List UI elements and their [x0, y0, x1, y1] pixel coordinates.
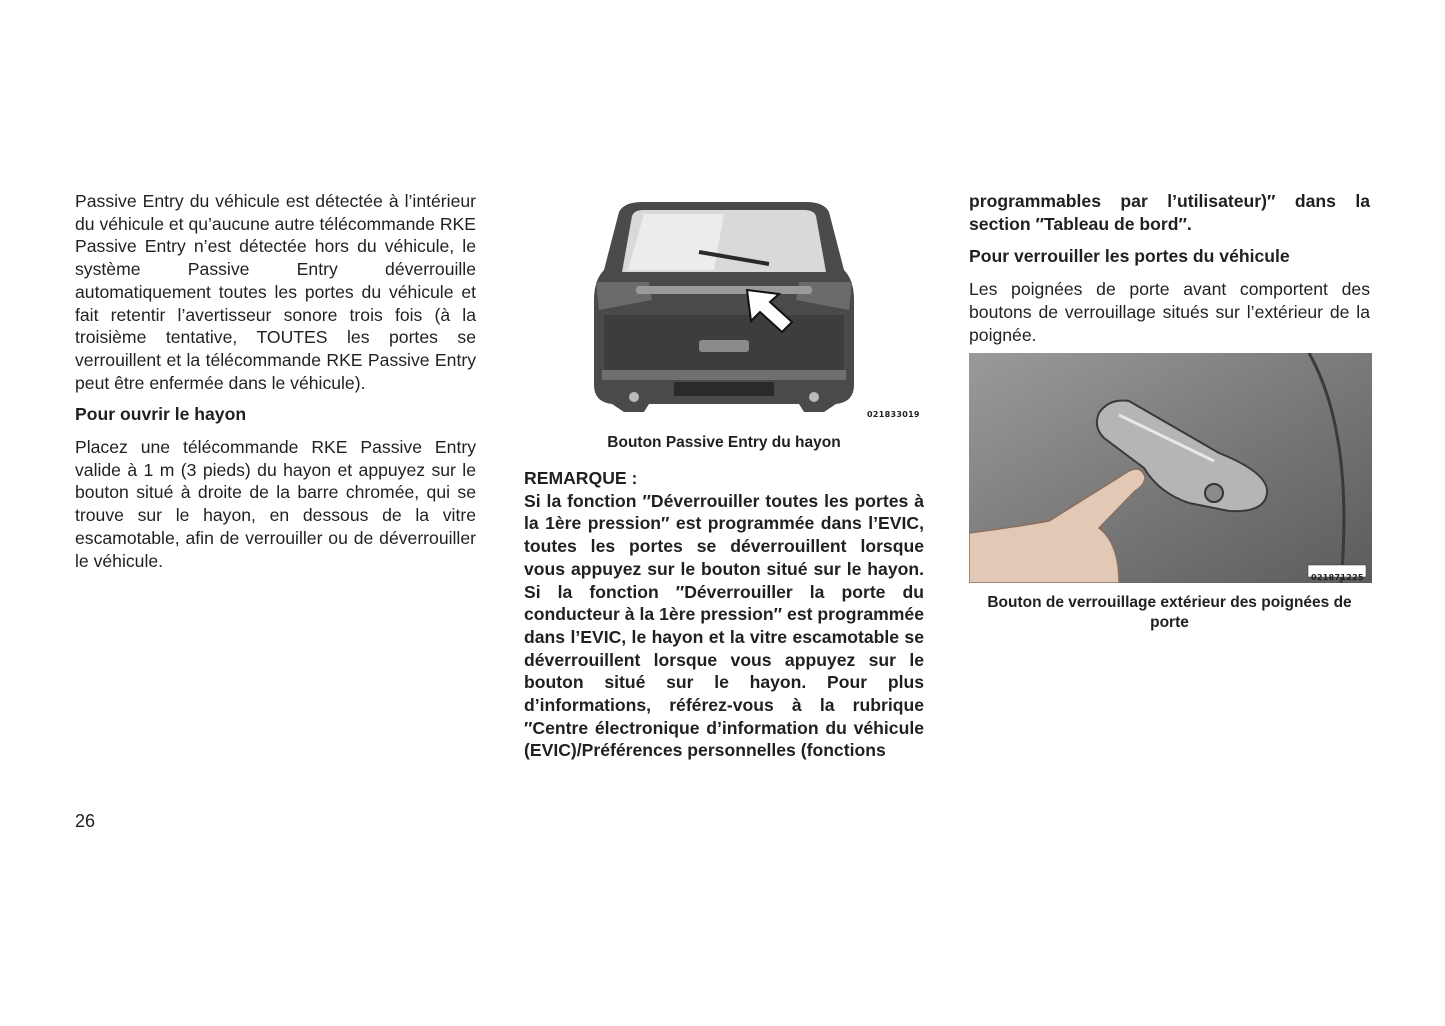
liftgate-figure-code: 021833019	[867, 410, 920, 419]
left-column	[75, 190, 476, 572]
liftgate-figure-caption: Bouton Passive Entry du hayon	[607, 434, 841, 451]
lock-doors-paragraph: Les poignées de porte avant comportent des boutons de verrouillage situés sur l’extérieur de la poignée.	[969, 279, 1370, 345]
note-text: Si la fonction ″Déverrouiller toutes les portes à la 1ère pression″ est programmée dans l’EVIC, toutes les portes se déverrouillent lorsque vous appuyez sur le bouton situé sur le hayon. Si la fonction ″Déverrouiller la porte du conducteur à la 1ère pression″ est programmée dans l’EVIC, le hayon et la vitre escamotable se déverrouillent lorsque vous appuyez sur le bouton situé sur le hayon. Pour plus d’informations, référez-vous à la rubrique ″Centre électronique d’information du véhicule (EVIC)/Préférences personnelles (fonctions	[524, 490, 924, 761]
note-label: REMARQUE :	[524, 468, 638, 488]
open-hatch-paragraph: Placez une télécommande RKE Passive Entry valide à 1 m (3 pieds) du hayon et appuyez sur le bouton situé à droite de la barre chromée, qui se trouve sur le hayon, en dessous de la vitre escamotable, afin de verrouiller ou de déverrouiller le véhicule.	[75, 437, 476, 571]
door-handle-figure-caption: Bouton de verrouillage extérieur des poignées de porte	[987, 594, 1352, 632]
intro-paragraph: Passive Entry du véhicule est détectée à l’intérieur du véhicule et qu’aucune autre télécommande RKE Passive Entry n’est détectée hors du véhicule, le système Passive Entry déverrouille automatiquement toutes les portes du véhicule et fait retentir l’avertisseur sonore trois fois (à la troisième tentative, TOUTES les portes se verrouillent et la télécommande RKE Passive Entry peut être enfermée dans le véhicule).	[75, 191, 476, 393]
heading-open-hatch: Pour ouvrir le hayon	[75, 404, 247, 425]
door-handle-figure	[969, 353, 1372, 583]
liftgate-figure	[524, 190, 924, 422]
middle-column	[524, 190, 924, 762]
page-number: 26	[75, 811, 96, 831]
door-handle-figure-code: 021871225	[1311, 573, 1364, 583]
heading-lock-doors: Pour verrouiller les portes du véhicule	[969, 246, 1290, 267]
door-handle-photo	[969, 353, 1372, 583]
right-column	[969, 190, 1370, 633]
liftgate-illustration	[524, 190, 924, 422]
note-continuation: programmables par l’utilisateur)″ dans la section ″Tableau de bord″.	[969, 191, 1370, 234]
